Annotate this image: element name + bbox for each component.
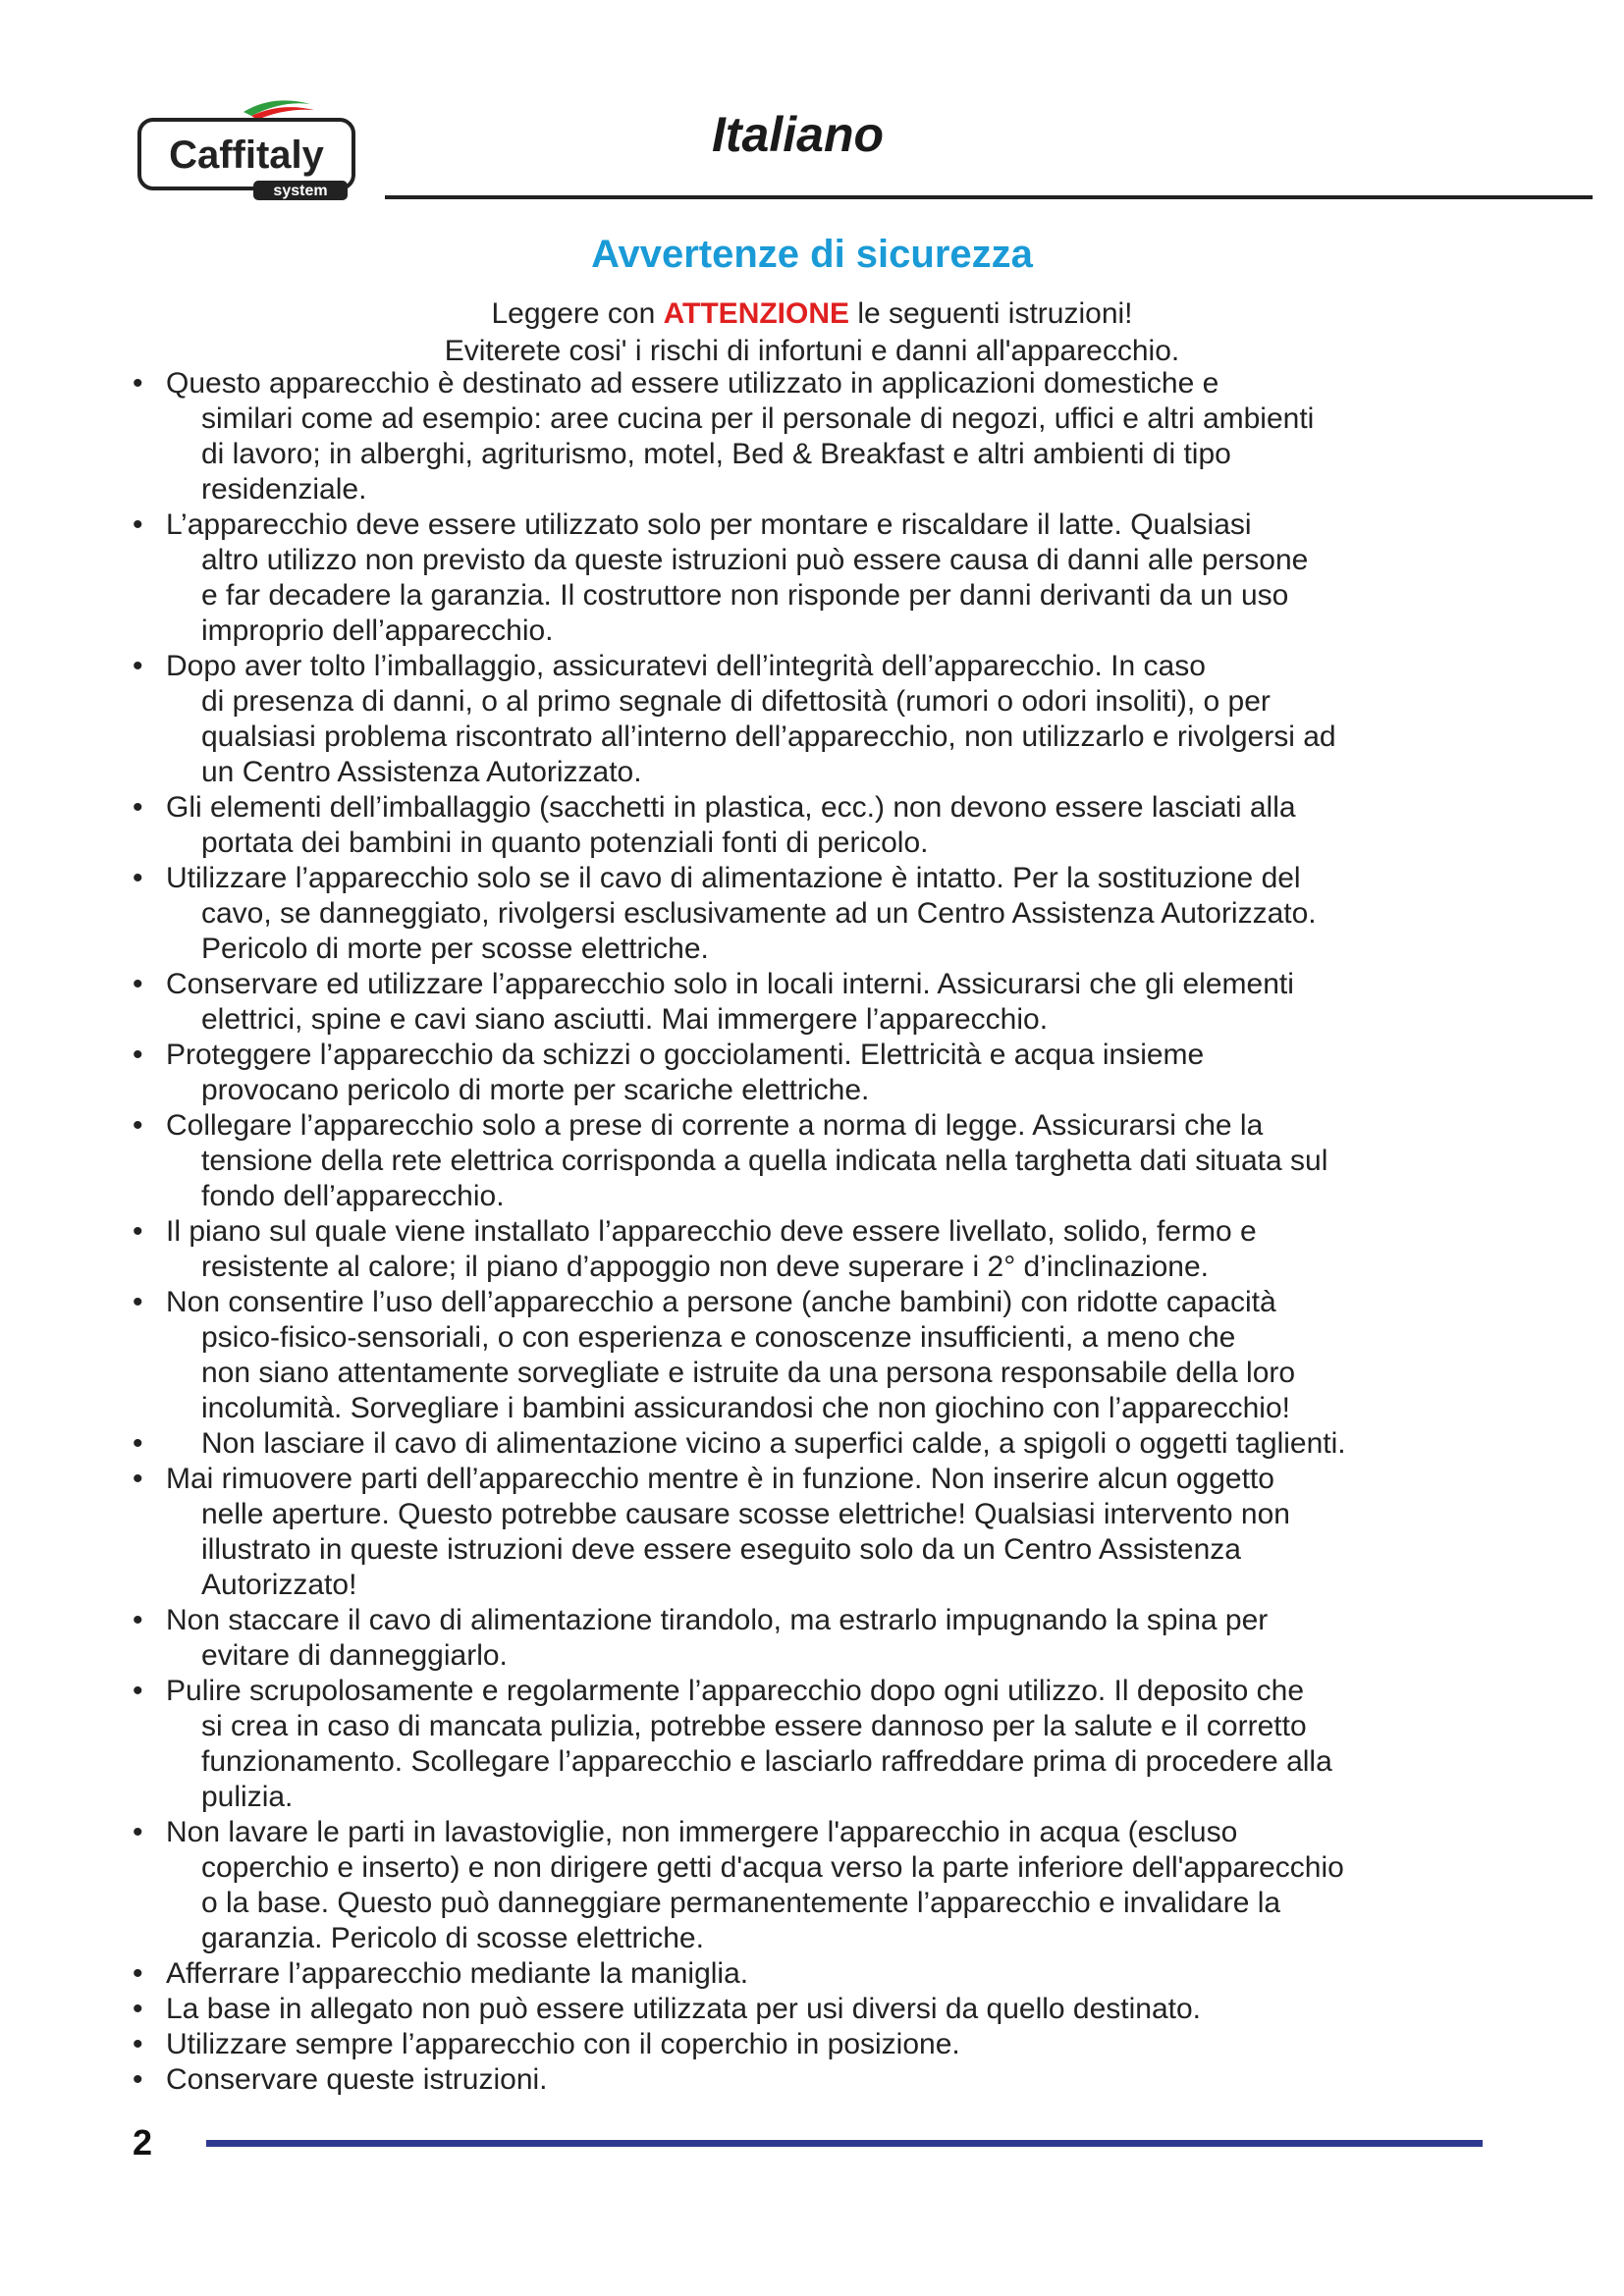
warning-line: • Non lavare le parti in lavastoviglie, non immergere l'apparecchio in acqua (escluso	[166, 1816, 1238, 1848]
warning-item	[133, 1956, 1507, 1992]
warning-line: • Non staccare il cavo di alimentazione tirandolo, ma estrarlo impugnando la spina per	[166, 1604, 1269, 1636]
warning-item	[133, 1992, 1507, 2027]
warning-line: e far decadere la garanzia. Il costruttore non risponde per danni derivanti da un uso	[201, 579, 1289, 612]
warning-line: • Utilizzare sempre l’apparecchio con il coperchio in posizione.	[166, 2028, 960, 2060]
warning-line: • Dopo aver tolto l’imballaggio, assicuratevi dell’integrità dell’apparecchio. In caso	[166, 650, 1206, 682]
intro-text-before: Leggere con	[491, 297, 664, 330]
warning-item	[133, 790, 1507, 861]
warning-item	[133, 1815, 1507, 1956]
warning-line: o la base. Questo può danneggiare permanentemente l’apparecchio e invalidare la	[201, 1887, 1281, 1919]
warning-item	[133, 1214, 1507, 1285]
warning-line: • Pulire scrupolosamente e regolarmente l’apparecchio dopo ogni utilizzo. Il deposito che	[166, 1675, 1305, 1707]
language-heading: Italiano	[712, 107, 885, 162]
warning-line: • Gli elementi dell’imballaggio (sacchetti in plastica, ecc.) non devono essere lasciati alla	[166, 791, 1296, 824]
warning-line: pulizia.	[201, 1781, 294, 1813]
warning-line: cavo, se danneggiato, rivolgersi esclusivamente ad un Centro Assistenza Autorizzato.	[201, 897, 1317, 930]
warning-line: qualsiasi problema riscontrato all’interno dell’apparecchio, non utilizzarlo e rivolgersi ad	[201, 721, 1336, 753]
warning-line: resistente al calore; il piano d’appoggio non deve superare i 2° d’inclinazione.	[201, 1251, 1209, 1283]
warning-item	[133, 649, 1507, 790]
warning-item	[133, 1674, 1507, 1815]
safety-warning-list	[133, 366, 1507, 2098]
warning-line: • Conservare queste istruzioni.	[166, 2063, 548, 2096]
warning-item	[133, 1038, 1507, 1108]
warning-line: • Afferrare l’apparecchio mediante la maniglia.	[166, 1957, 749, 1990]
warning-item	[133, 1603, 1507, 1674]
page-number: 2	[133, 2122, 153, 2163]
warning-line: improprio dell’apparecchio.	[201, 614, 554, 647]
brand-name: Caffitaly	[169, 133, 324, 177]
warning-line: • Questo apparecchio è destinato ad essere utilizzato in applicazioni domestiche e	[166, 367, 1219, 400]
warning-line: si crea in caso di mancata pulizia, potrebbe essere dannoso per la salute e il corretto	[201, 1710, 1307, 1742]
warning-line: psico-fisico-sensoriali, o con esperienza e conoscenze insufficienti, a meno che	[201, 1321, 1236, 1354]
intro-line-2: Eviterete cosi' i rischi di infortuni e danni all'apparecchio.	[444, 335, 1180, 367]
warning-item	[133, 1462, 1507, 1603]
warning-line: evitare di danneggiarlo.	[201, 1639, 508, 1672]
warning-line: illustrato in queste istruzioni deve essere eseguito solo da un Centro Assistenza	[201, 1533, 1241, 1566]
warning-line: • Non consentire l’uso dell’apparecchio a persone (anche bambini) con ridotte capacità	[166, 1286, 1276, 1318]
warning-line: elettrici, spine e cavi siano asciutti. Mai immergere l’apparecchio.	[201, 1003, 1049, 1036]
warning-line: • Il piano sul quale viene installato l’apparecchio deve essere livellato, solido, fermo e	[166, 1215, 1257, 1248]
warning-line: Autorizzato!	[201, 1569, 357, 1601]
intro-line-1	[0, 297, 1624, 331]
warning-line: incolumità. Sorvegliare i bambini assicurandosi che non giochino con l’apparecchio!	[201, 1392, 1290, 1424]
caffitaly-logo	[135, 94, 361, 202]
warning-line: di presenza di danni, o al primo segnale di difettosità (rumori o odori insoliti), o per	[201, 685, 1271, 718]
warning-line: • Utilizzare l’apparecchio solo se il cavo di alimentazione è intatto. Per la sostituzione del	[166, 862, 1301, 894]
warning-line: un Centro Assistenza Autorizzato.	[201, 756, 642, 788]
intro-text-after: le seguenti istruzioni!	[849, 297, 1133, 330]
warning-line: • Conservare ed utilizzare l’apparecchio solo in locali interni. Assicurarsi che gli elementi	[166, 968, 1294, 1000]
warning-line: funzionamento. Scollegare l’apparecchio e lasciarlo raffreddare prima di procedere alla	[201, 1745, 1332, 1778]
warning-line: • Proteggere l’apparecchio da schizzi o gocciolamenti. Elettricità e acqua insieme	[166, 1039, 1205, 1071]
warning-line: fondo dell’apparecchio.	[201, 1180, 505, 1212]
warning-line: tensione della rete elettrica corrisponda a quella indicata nella targhetta dati situata sul	[201, 1145, 1328, 1177]
warning-item	[133, 2062, 1507, 2098]
warning-item	[133, 507, 1507, 649]
warning-line: Pericolo di morte per scosse elettriche.	[201, 933, 709, 965]
warning-item	[133, 2027, 1507, 2062]
warning-line: • La base in allegato non può essere utilizzata per usi diversi da quello destinato.	[166, 1993, 1202, 2025]
warning-item	[133, 366, 1507, 507]
header-divider	[385, 195, 1593, 199]
warning-item	[133, 967, 1507, 1038]
warning-line: coperchio e inserto) e non dirigere getti d'acqua verso la parte inferiore dell'apparecchio	[201, 1851, 1344, 1884]
warning-line: residenziale.	[201, 473, 367, 506]
warning-line: • Mai rimuovere parti dell’apparecchio mentre è in funzione. Non inserire alcun oggetto	[166, 1463, 1274, 1495]
warning-line: • Non lasciare il cavo di alimentazione vicino a superfici calde, a spigoli o oggetti taglienti.	[201, 1427, 1346, 1460]
warning-line: similari come ad esempio: aree cucina per il personale di negozi, uffici e altri ambienti	[201, 402, 1315, 435]
warning-line: provocano pericolo di morte per scariche elettriche.	[201, 1074, 870, 1106]
page-title: Avvertenze di sicurezza	[591, 233, 1033, 276]
brand-sub: system	[273, 183, 328, 199]
warning-line: portata dei bambini in quanto potenziali fonti di pericolo.	[201, 827, 929, 859]
warning-line: altro utilizzo non previsto da queste istruzioni può essere causa di danni alle persone	[201, 544, 1309, 576]
warning-item	[133, 861, 1507, 967]
attention-emphasis: ATTENZIONE	[663, 297, 850, 330]
warning-line: • L’apparecchio deve essere utilizzato solo per montare e riscaldare il latte. Qualsiasi	[166, 508, 1252, 541]
warning-line: non siano attentamente sorvegliate e istruite da una persona responsabile della loro	[201, 1357, 1296, 1389]
warning-line: di lavoro; in alberghi, agriturismo, motel, Bed & Breakfast e altri ambienti di tipo	[201, 438, 1231, 470]
warning-line: nelle aperture. Questo potrebbe causare scosse elettriche! Qualsiasi intervento non	[201, 1498, 1290, 1530]
warning-line: • Collegare l’apparecchio solo a prese di corrente a norma di legge. Assicurarsi che la	[166, 1109, 1264, 1142]
warning-item	[133, 1285, 1507, 1426]
warning-line: garanzia. Pericolo di scosse elettriche.	[201, 1922, 704, 1954]
footer-divider	[206, 2140, 1483, 2147]
warning-item	[133, 1108, 1507, 1214]
warning-item	[133, 1426, 1507, 1462]
